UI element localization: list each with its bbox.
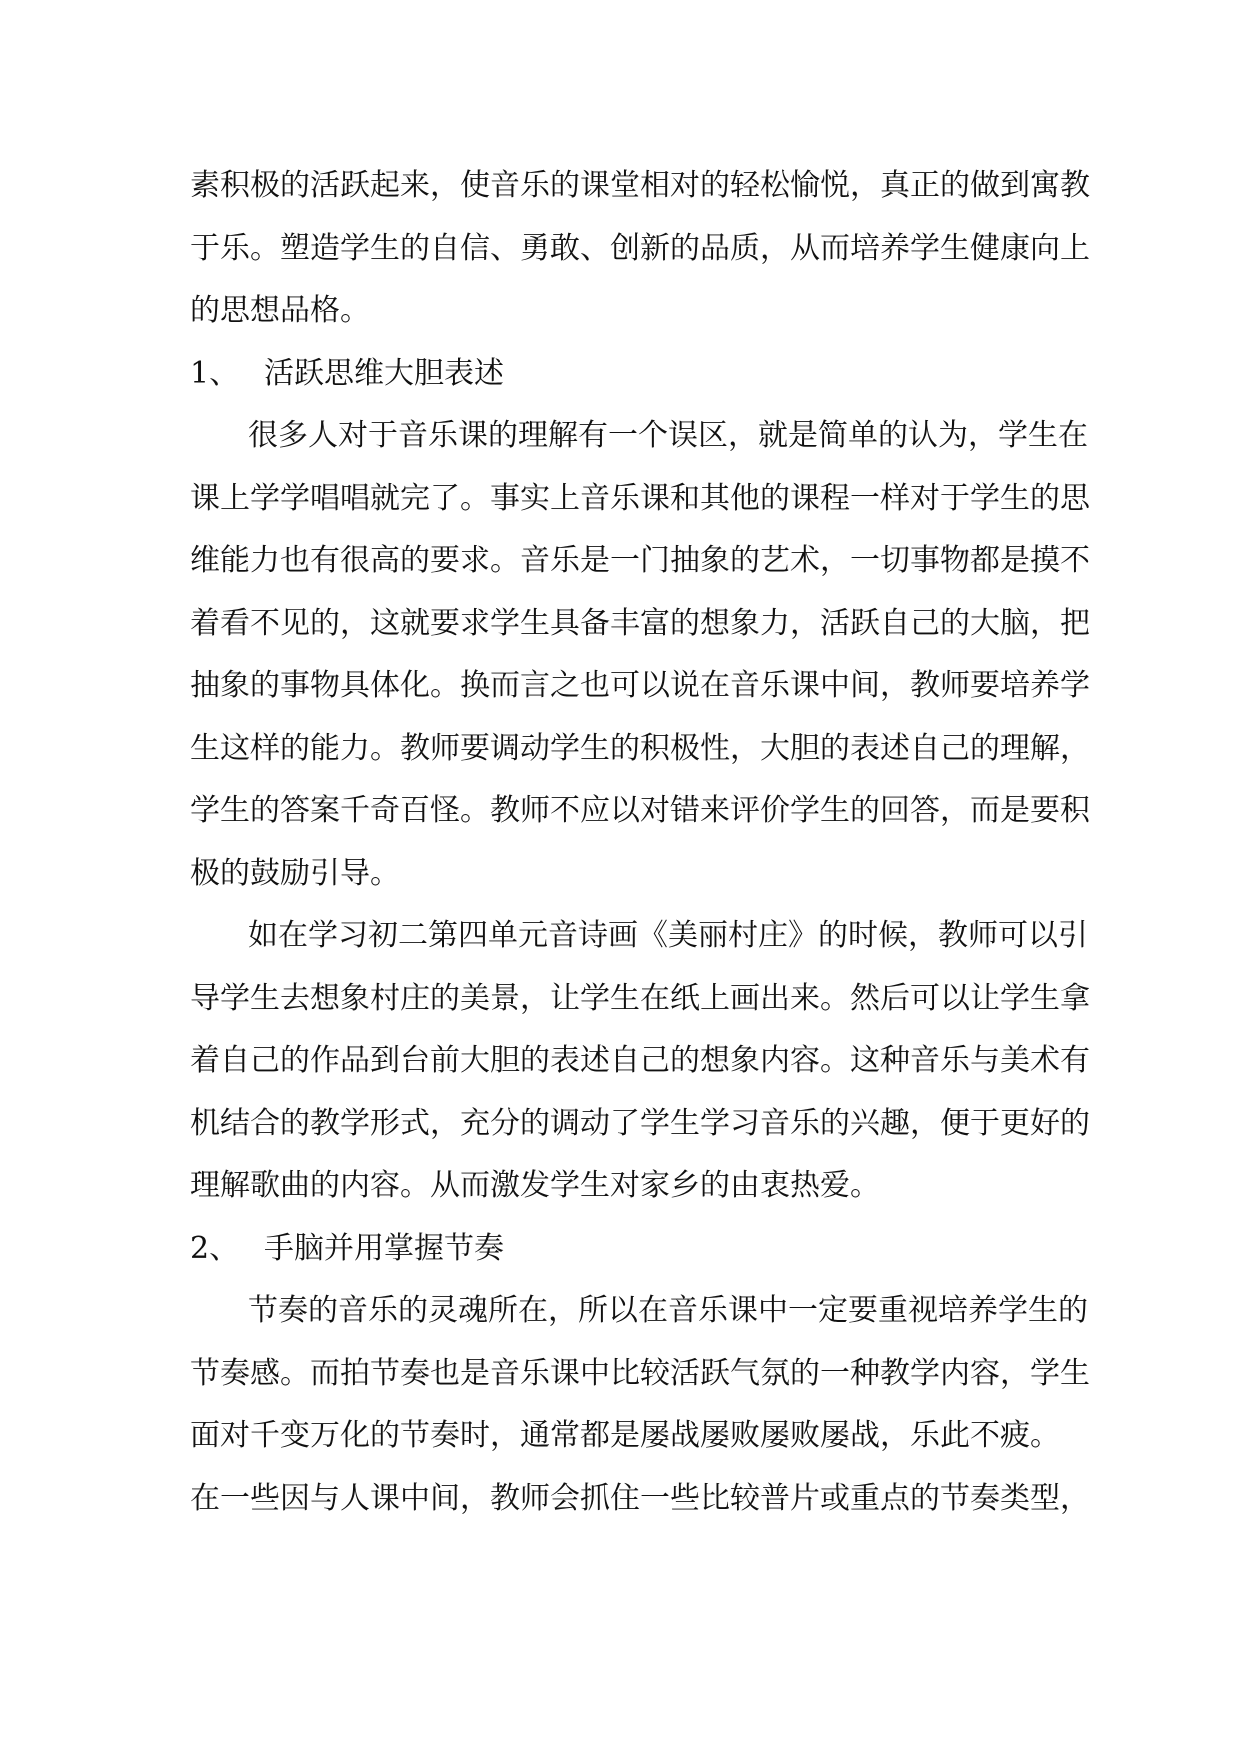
section-heading-1 xyxy=(190,343,1058,406)
section-title: 活跃思维大胆表述 xyxy=(264,355,504,391)
section-title: 手脑并用掌握节奏 xyxy=(264,1230,504,1266)
text-line: 节奏感。而拍节奏也是音乐课中比较活跃气氛的一种教学内容，学生 xyxy=(190,1355,1090,1391)
text-line: 生这样的能力。教师要调动学生的积极性，大胆的表述自己的理解， xyxy=(190,730,1090,766)
text-line: 节奏的音乐的灵魂所在，所以在音乐课中一定要重视培养学生的 xyxy=(248,1293,1088,1328)
text-line: 课上学学唱唱就完了。事实上音乐课和其他的课程一样对于学生的思 xyxy=(190,480,1090,516)
text-line: 维能力也有很高的要求。音乐是一门抽象的艺术，一切事物都是摸不 xyxy=(190,543,1090,578)
section-number: 1、 xyxy=(190,355,240,391)
section-heading-2 xyxy=(190,1218,1058,1281)
text-line: 极的鼓励引导。 xyxy=(190,855,400,891)
text-line: 导学生去想象村庄的美景，让学生在纸上画出来。然后可以让学生拿 xyxy=(190,980,1090,1016)
text-line: 的思想品格。 xyxy=(190,293,370,328)
text-line: 理解歌曲的内容。从而激发学生对家乡的由衷热爱。 xyxy=(190,1168,880,1203)
section-number: 2、 xyxy=(190,1230,240,1266)
section1-paragraph-2 xyxy=(190,905,1090,1218)
text-line: 如在学习初二第四单元音诗画《美丽村庄》的时候，教师可以引 xyxy=(248,918,1088,953)
text-line: 着自己的作品到台前大胆的表述自己的想象内容。这种音乐与美术有 xyxy=(190,1043,1090,1078)
intro-paragraph xyxy=(190,155,1090,343)
text-line: 素积极的活跃起来，使音乐的课堂相对的轻松愉悦，真正的做到寓教 xyxy=(190,168,1090,203)
text-line: 抽象的事物具体化。换而言之也可以说在音乐课中间，教师要培养学 xyxy=(190,668,1090,703)
text-line: 机结合的教学形式，充分的调动了学生学习音乐的兴趣，便于更好的 xyxy=(190,1105,1090,1141)
text-line: 于乐。塑造学生的自信、勇敢、创新的品质，从而培养学生健康向上 xyxy=(190,230,1090,266)
section1-paragraph-1 xyxy=(190,405,1090,905)
section2-paragraph-1 xyxy=(190,1280,1090,1530)
text-line: 面对千变万化的节奏时，通常都是屡战屡败屡败屡战，乐此不疲。 xyxy=(190,1418,1060,1453)
text-line: 很多人对于音乐课的理解有一个误区，就是简单的认为，学生在 xyxy=(248,418,1088,453)
text-line: 学生的答案千奇百怪。教师不应以对错来评价学生的回答，而是要积 xyxy=(190,793,1090,828)
document-body xyxy=(190,155,1090,1530)
text-line: 在一些因与人课中间，教师会抓住一些比较普片或重点的节奏类型， xyxy=(190,1480,1090,1516)
text-line: 着看不见的，这就要求学生具备丰富的想象力，活跃自己的大脑，把 xyxy=(190,605,1090,641)
